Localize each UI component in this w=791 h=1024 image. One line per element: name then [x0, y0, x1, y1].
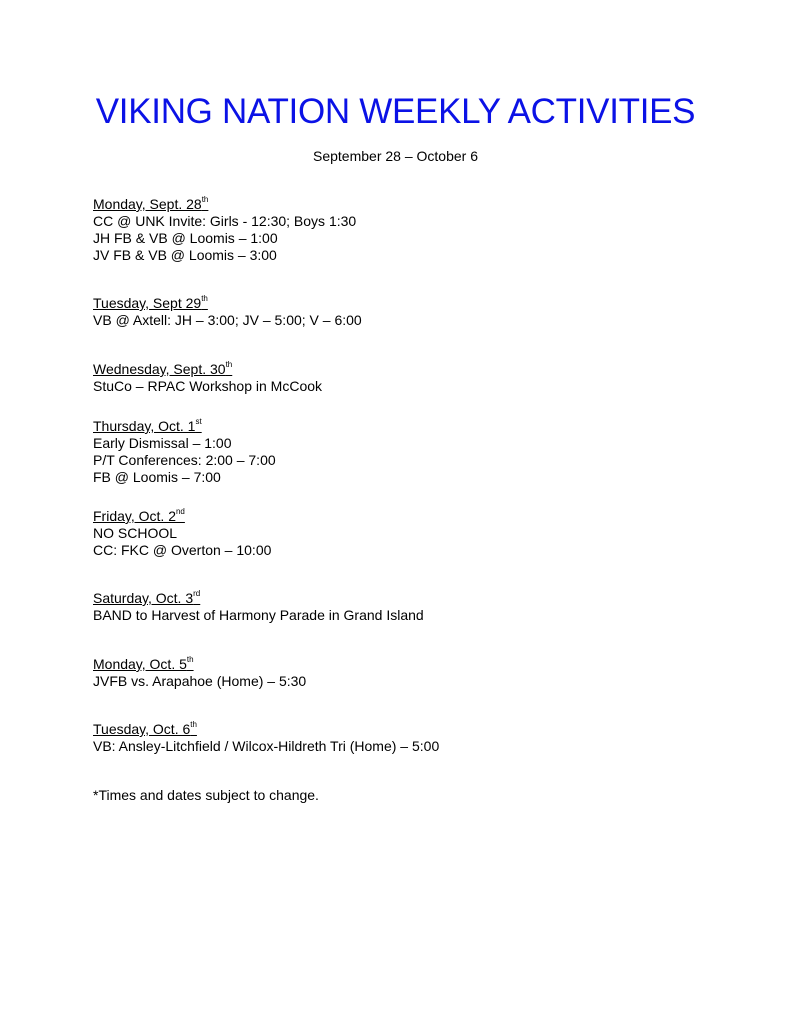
day-heading: Tuesday, Oct. 6th — [93, 720, 197, 737]
activity-line: VB: Ansley-Litchfield / Wilcox-Hildreth Tri (Home) – 5:00 — [93, 738, 440, 754]
activity-line: VB @ Axtell: JH – 3:00; JV – 5:00; V – 6:00 — [93, 312, 362, 328]
day-heading: Wednesday, Sept. 30th — [93, 360, 233, 377]
page-title: VIKING NATION WEEKLY ACTIVITIES — [95, 92, 696, 131]
day-friday-oct-2 — [93, 508, 271, 559]
activity-line: CC: FKC @ Overton – 10:00 — [93, 542, 272, 558]
disclaimer-note: *Times and dates subject to change. — [93, 787, 319, 803]
day-monday-oct-5 — [93, 656, 306, 690]
day-heading: Friday, Oct. 2nd — [93, 507, 185, 524]
activity-line: NO SCHOOL — [93, 525, 178, 541]
day-heading: Monday, Oct. 5th — [93, 655, 194, 672]
activity-line: CC @ UNK Invite: Girls - 12:30; Boys 1:30 — [93, 213, 357, 229]
activity-line: Early Dismissal – 1:00 — [93, 435, 232, 451]
activity-line: P/T Conferences: 2:00 – 7:00 — [93, 452, 276, 468]
activity-line: BAND to Harvest of Harmony Parade in Grand Island — [93, 607, 424, 623]
day-heading: Tuesday, Sept 29th — [93, 294, 208, 311]
day-heading: Saturday, Oct. 3rd — [93, 589, 201, 606]
date-range: September 28 – October 6 — [313, 148, 478, 164]
day-thursday-oct-1 — [93, 418, 276, 486]
day-heading: Thursday, Oct. 1st — [93, 417, 202, 434]
day-tuesday-oct-6 — [93, 721, 439, 755]
day-tuesday-sept-29 — [93, 295, 362, 329]
day-monday-sept-28 — [93, 196, 356, 264]
activity-line: StuCo – RPAC Workshop in McCook — [93, 378, 323, 394]
activity-line: JH FB & VB @ Loomis – 1:00 — [93, 230, 278, 246]
day-saturday-oct-3 — [93, 590, 424, 624]
day-heading: Monday, Sept. 28th — [93, 195, 209, 212]
day-wednesday-sept-30 — [93, 361, 322, 395]
activity-line: JVFB vs. Arapahoe (Home) – 5:30 — [93, 673, 307, 689]
activity-line: FB @ Loomis – 7:00 — [93, 469, 221, 485]
activity-line: JV FB & VB @ Loomis – 3:00 — [93, 247, 277, 263]
